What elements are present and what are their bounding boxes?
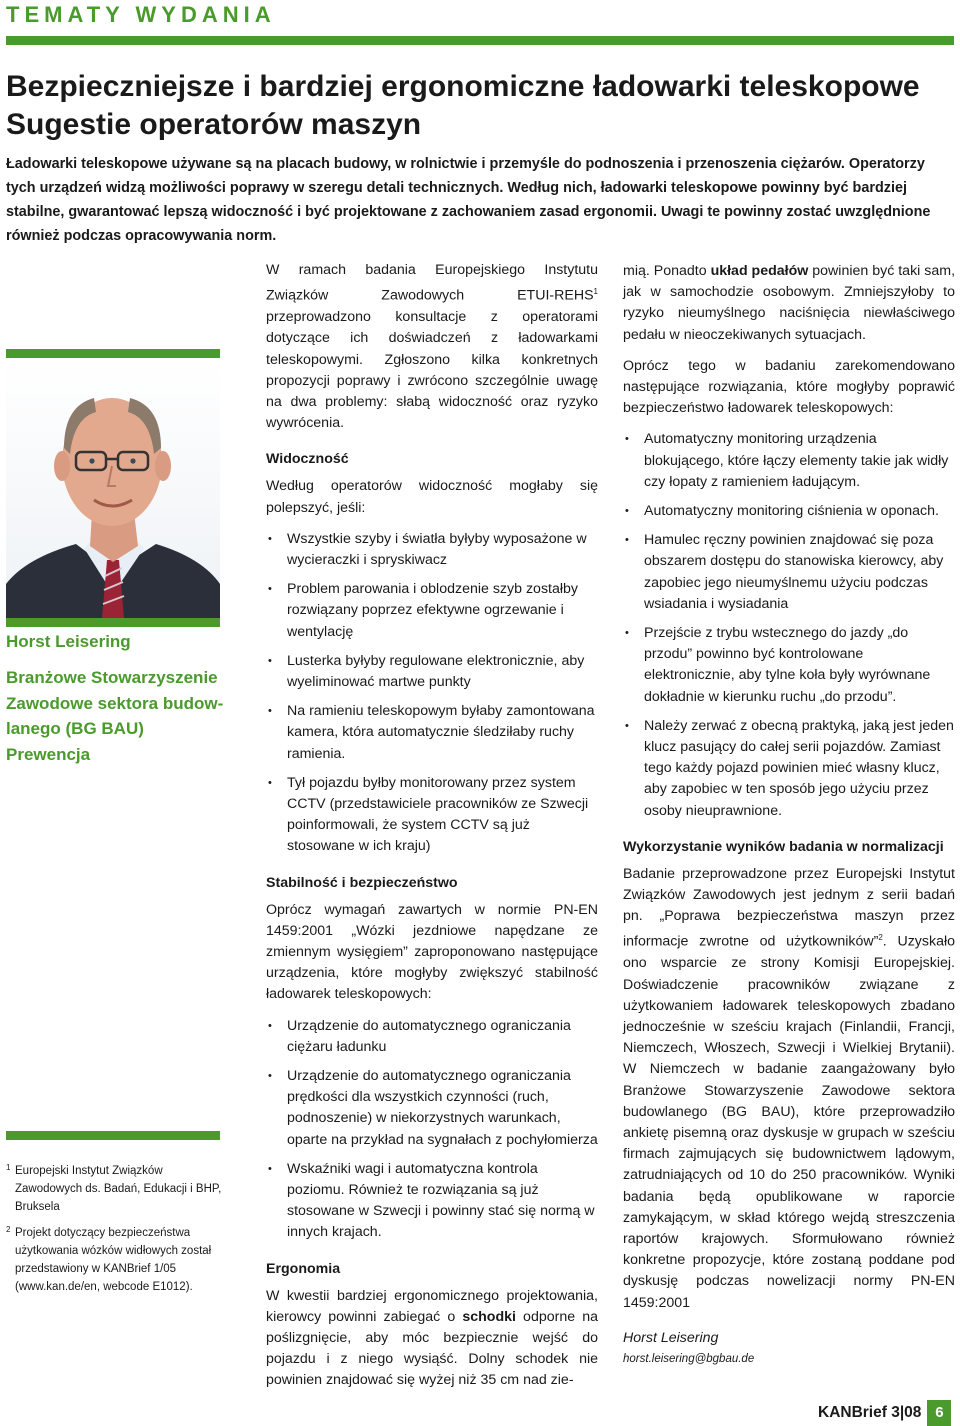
footnote-text: Europejski Instytut Związków Zawodowych ds. Badań, Edukacji i BHP, Bruksela: [15, 1165, 222, 1213]
footnotes: [6, 1162, 226, 1304]
visibility-intro: Według operatorów widoczność mogłaby się polepszyć, jeśli:: [266, 478, 598, 516]
stability-intro: Oprócz wymagań zawartych w normie PN-EN 1459:2001 „Wózki jezdniowe napędzane ze zmiennym wysięgiem” zaproponowano następujące urządzenia, które mogłyby zwiększyć stabilność ładowarek teleskopowych:: [266, 901, 598, 1003]
continuation-paragraph: mią. Ponadto układ pedałów powinien być taki sam, jak w samochodzie osobowym. Zmniejszyłoby to ryzyko nieumyślnego naciśnięcia niewłaściwego pedału w nieoczekiwanych sytuacjach.: [623, 263, 956, 343]
footnote-2: [6, 1224, 226, 1296]
signature: [623, 1328, 955, 1370]
heading-stability: Stabilność i bezpieczeństwo: [266, 874, 458, 891]
article-column-1: [266, 260, 598, 1402]
footnotes-rule: [6, 1131, 220, 1140]
footnote-number: 2: [6, 1225, 11, 1234]
footnote-ref-2[interactable]: 2: [878, 933, 883, 943]
intro-paragraph: W ramach badania Europejskiego Instytutu Związków Zawodowych ETUI-REHS$^1$ przeprowadzono konsultacje z operatorami dotyczące ich doświadczeń z ładowarkami teleskopowymi. Zgłoszono kilka konkretnych propozycji poprawy i zwrócono szczególnie uwagę na dwa problemy: słabą widoczność oraz ryzyko wywrócenia.: [266, 262, 598, 432]
author-org-line: Branżowe Stowarzyszenie: [6, 668, 218, 687]
photo-bottom-rule: [6, 618, 220, 627]
heading-normalization: Wykorzystanie wyników badania w normalizacji: [623, 838, 944, 855]
ergonomy-paragraph: W kwestii bardziej ergonomicznego projektowania, kierowcy powinni zabiegać o schodki odporne na poślizgnięcie, aby móc bezpiecznie wejść do pojazdu i z niego wysiąść. Dolny schodek nie powinien znajdować się wyżej niż 35 cm nad zie-: [266, 1287, 598, 1389]
article-column-2: [623, 261, 955, 1370]
page-footer: [818, 1400, 951, 1426]
heading-visibility: Widoczność: [266, 451, 349, 468]
list-item: • Lusterka byłyby regulowane elektronicznie, aby wyeliminować martwe punkty: [266, 651, 598, 693]
heading-ergonomy: Ergonomia: [266, 1260, 341, 1277]
author-name: Horst Leisering: [6, 632, 131, 651]
author-org-line: lanego (BG BAU): [6, 719, 144, 738]
section-label: TEMATY WYDANIA: [6, 2, 276, 27]
list-item: • Automatyczny monitoring ciśnienia w oponach.: [623, 501, 955, 522]
magazine-issue: KANBrief 3|08: [818, 1404, 922, 1421]
stability-list: [266, 1016, 598, 1244]
list-item: • Należy zerwać z obecną praktyką, jaką jest jeden klucz pasujący do całej serii pojazdów. Zamiast tego każdy pojazd powinien mieć własny klucz, aby zapobiec w ten sposób jego użyciu przez osoby nieuprawnione.: [623, 716, 955, 822]
header-rule: [6, 36, 954, 45]
author-org-line: Zawodowe sektora budow-: [6, 693, 224, 713]
list-item: • Wszystkie szyby i światła byłyby wyposażone w wycieraczki i spryskiwacz: [266, 529, 598, 571]
title-line-2: Sugestie operatorów maszyn: [6, 108, 422, 141]
list-item: • Hamulec ręczny powinien znajdować się poza obszarem dostępu do stanowiska kierowcy, aby zapobiec jego nieumyślnemu użyciu podczas wsiadania i wysiadania: [623, 530, 955, 615]
extra-intro: Oprócz tego w badaniu zarekomendowano następujące rozwiązania, które mogłyby poprawić bezpieczeństwo ładowarek teleskopowych:: [623, 357, 955, 417]
footnote-ref-1[interactable]: 1: [593, 287, 598, 297]
article-lead: Ładowarki teleskopowe używane są na placach budowy, w rolnictwie i przemyśle do podnoszenia i przenoszenia ciężarów. Operatorzy tych urządzeń widzą możliwości poprawy w szeregu detali technicznych. Według nich, ładowarki teleskopowe powinny być bardziej stabilne, gwarantować lepszą widoczność i być projektowane z zachowaniem zasad ergonomii. Uwagi te powinny zostać uwzględnione również podczas opracowywania norm.: [6, 156, 931, 244]
author-organization: [6, 665, 226, 767]
visibility-list: [266, 529, 598, 858]
author-org-line: Prewencja: [6, 744, 91, 764]
title-line-1: Bezpieczniejsze i bardziej ergonomiczne ładowarki teleskopowe: [6, 70, 920, 103]
list-item: • Automatyczny monitoring urządzenia blokującego, które łączy elementy takie jak widły czy łopaty z ramieniem ładującym.: [623, 429, 955, 493]
footnote-1: [6, 1162, 226, 1216]
list-item: • Wskaźniki wagi i automatyczna kontrola poziomu. Również te rozwiązania są już stosowane w Szwecji i powinny stać się normą w innych krajach.: [266, 1159, 598, 1244]
list-item: • Urządzenie do automatycznego ograniczania ciężaru ładunku: [266, 1016, 598, 1058]
list-item: • Przejście z trybu wstecznego do jazdy „do przodu” powinno być kontrolowane elektronicznie, aby tylne koła były wyrównane dokładnie w kierunku ruchu „do przodu”.: [623, 623, 955, 708]
normalization-paragraph: Badanie przeprowadzone przez Europejski Instytut Związków Zawodowych jest jednym z serii badań pn. „Poprawa bezpieczeństwa maszyn przez informacje zwrotne od użytkowników”$^2$. Uzyskało ono wsparcie ze strony Komisji Europejskiej. Doświadczenie pracowników związane z użytkowaniem ładowarek teleskopowych zbadano jednocześnie w sześciu krajach (Finlandii, Francji, Niemczech, Włoszech, Szwecji i Wielkiej Brytanii). W Niemczech w badanie zaangażowany było Branżowe Stowarzyszenie Zawodowe sektora budowlanego (BG BAU), które przeprowadziło ankietę pisemną oraz dyskusje w grupach w sześciu firmach zajmujących się budownictwem lądowym, zatrudniających od 10 do 250 pracowników. Wyniki badania będą opublikowane w raporcie zamykającym, w skład którego wejdą streszczenia raportów krajowych. Sformułowano również konkretne propozycje, które zostaną poddane pod dyskusję podczas nowelizacji normy PN-EN 1459:2001: [623, 865, 955, 1311]
page-number: 6: [927, 1400, 951, 1426]
author-photo: [6, 362, 220, 618]
list-item: • Urządzenie do automatycznego ograniczania prędkości dla wszystkich czynności (ruch, podnoszenie) w niekorzystnych warunkach, oparte na przykład na sygnałach z pochyłomierza: [266, 1066, 598, 1151]
article-title: [6, 68, 954, 144]
footnote-number: 1: [6, 1163, 11, 1172]
signature-name: Horst Leisering: [623, 1329, 719, 1346]
footnote-text: Projekt dotyczący bezpieczeństwa użytkowania wózków widłowych został przedstawiony w KANBrief 1/05 (www.kan.de/en, webcode E1012).: [15, 1227, 212, 1293]
author-portrait-image: [6, 362, 220, 618]
photo-top-rule: [6, 349, 220, 358]
list-item: • Problem parowania i oblodzenie szyb zostałby rozwiązany poprzez efektywne ogrzewanie i wentylację: [266, 579, 598, 643]
signature-email[interactable]: horst.leisering@bgbau.de: [623, 1353, 755, 1366]
list-item: • Tył pojazdu byłby monitorowany przez system CCTV (przedstawiciele pracowników ze Szwecji poinformowali, że system CCTV są już stosowane w ich kraju): [266, 773, 598, 858]
extra-list: [623, 429, 955, 821]
list-item: • Na ramieniu teleskopowym byłaby zamontowana kamera, która automatycznie śledziłaby ruchy ramienia.: [266, 701, 598, 765]
